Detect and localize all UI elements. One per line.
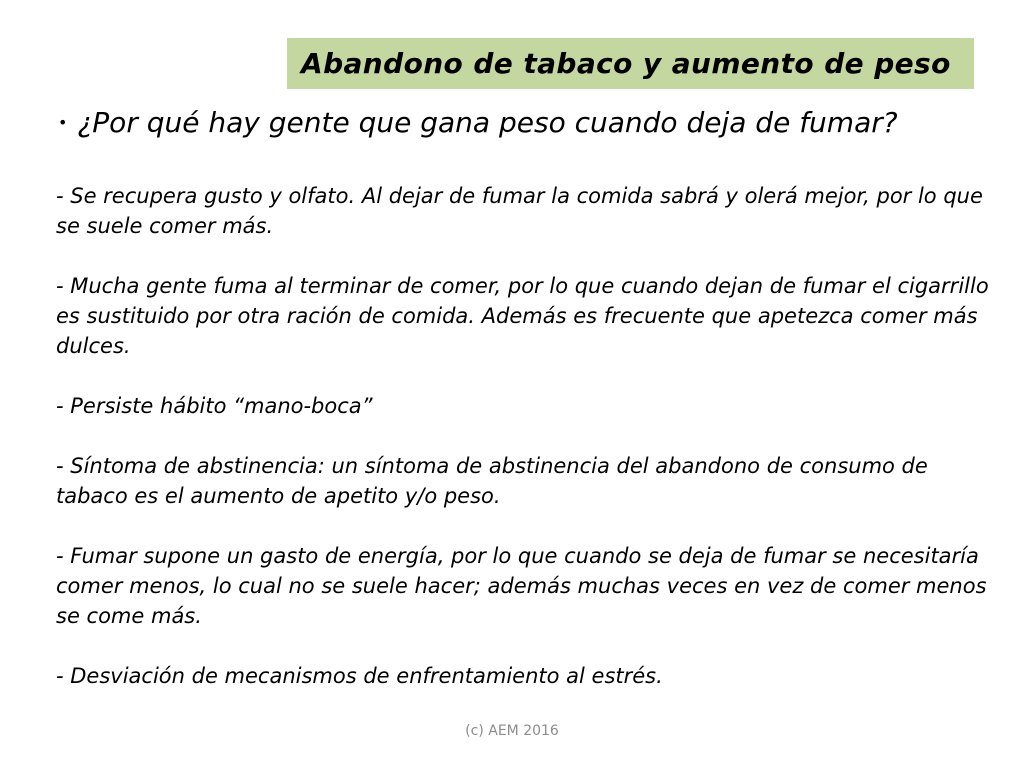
slide-title: Abandono de tabaco y aumento de peso: [301, 47, 951, 80]
point-hand-mouth-habit: - Persiste hábito “mano-boca”: [56, 394, 373, 418]
points-list: [56, 181, 1006, 691]
bullet-icon: •: [58, 113, 68, 132]
point-energy-expenditure: - Fumar supone un gasto de energía, por lo que cuando se deja de fumar se necesitaría comer menos, lo cual no se suele hacer; además muchas veces en vez de comer menos se come más.: [56, 544, 987, 628]
point-withdrawal-symptom: - Síntoma de abstinencia: un síntoma de abstinencia del abandono de consumo de tabaco es el aumento de apetito y/o peso.: [56, 454, 928, 508]
point-taste-smell: - Se recupera gusto y olfato. Al dejar de fumar la comida sabrá y olerá mejor, por lo que se suele comer más.: [56, 184, 983, 238]
point-after-meals: - Mucha gente fuma al terminar de comer, por lo que cuando dejan de fumar el cigarrillo es sustituido por otra ración de comida. Además es frecuente que apetezca comer más dulces.: [56, 274, 989, 358]
question-text: ¿Por qué hay gente que gana peso cuando deja de fumar?: [77, 106, 898, 139]
title-banner: [287, 38, 974, 89]
footer-copyright: (c) AEM 2016: [465, 723, 559, 739]
point-stress-coping: - Desviación de mecanismos de enfrentamiento al estrés.: [56, 664, 663, 688]
question-line: [58, 103, 1008, 143]
